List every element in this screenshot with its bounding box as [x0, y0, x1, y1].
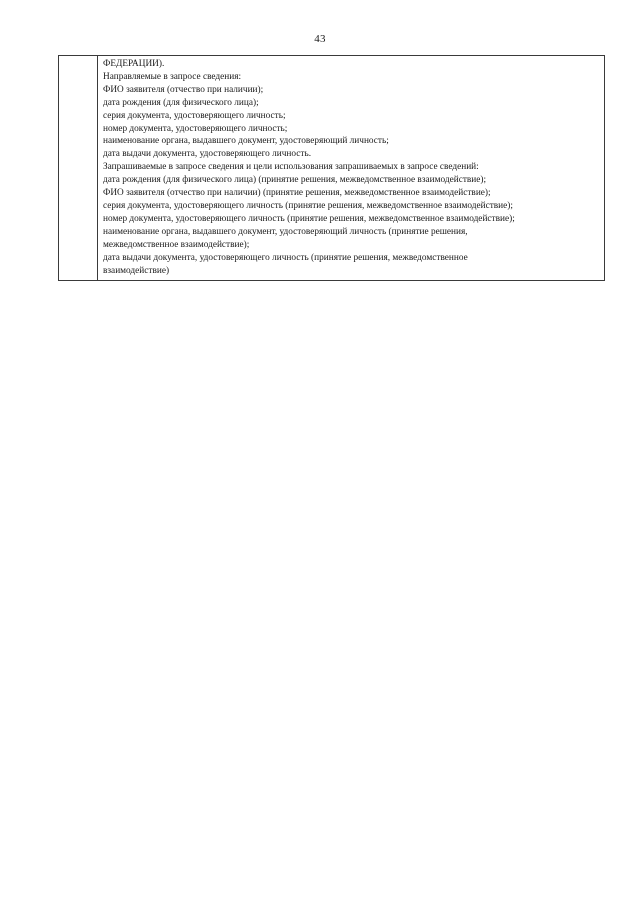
text-line: ФИО заявителя (отчество при наличии);: [103, 84, 264, 95]
text-line: Запрашиваемые в запросе сведения и цели использования запрашиваемых в запросе сведений:: [103, 162, 479, 173]
text-line: ФЕДЕРАЦИИ).: [103, 59, 165, 69]
text-line: взаимодействие): [103, 265, 170, 276]
text-line: серия документа, удостоверяющего личность (принятие решения, межведомственное взаимодействие);: [103, 200, 513, 211]
document-table: [58, 55, 605, 281]
table-row: [59, 56, 605, 281]
text-line: Направляемые в запросе сведения:: [103, 71, 242, 82]
text-line: дата рождения (для физического лица) (принятие решения, межведомственное взаимодействие);: [103, 175, 487, 186]
text-line: дата выдачи документа, удостоверяющего личность.: [103, 149, 312, 160]
text-line: дата рождения (для физического лица);: [103, 97, 259, 108]
page-number: 43: [314, 33, 326, 45]
table-cell-empty: [59, 56, 98, 281]
text-line: межведомственное взаимодействие);: [103, 239, 250, 250]
text-line: серия документа, удостоверяющего личность;: [103, 110, 286, 121]
text-line: дата выдачи документа, удостоверяющего личность (принятие решения, межведомственное: [103, 252, 468, 263]
table-cell-content: [98, 56, 605, 281]
text-line: наименование органа, выдавшего документ, удостоверяющий личность (принятие решения,: [103, 226, 468, 237]
text-line: ФИО заявителя (отчество при наличии) (принятие решения, межведомственное взаимодействие);: [103, 188, 491, 199]
text-line: номер документа, удостоверяющего личность (принятие решения, межведомственное взаимодействие);: [103, 213, 515, 224]
text-line: номер документа, удостоверяющего личность;: [103, 123, 288, 134]
text-line: наименование органа, выдавшего документ, удостоверяющий личность;: [103, 136, 389, 147]
